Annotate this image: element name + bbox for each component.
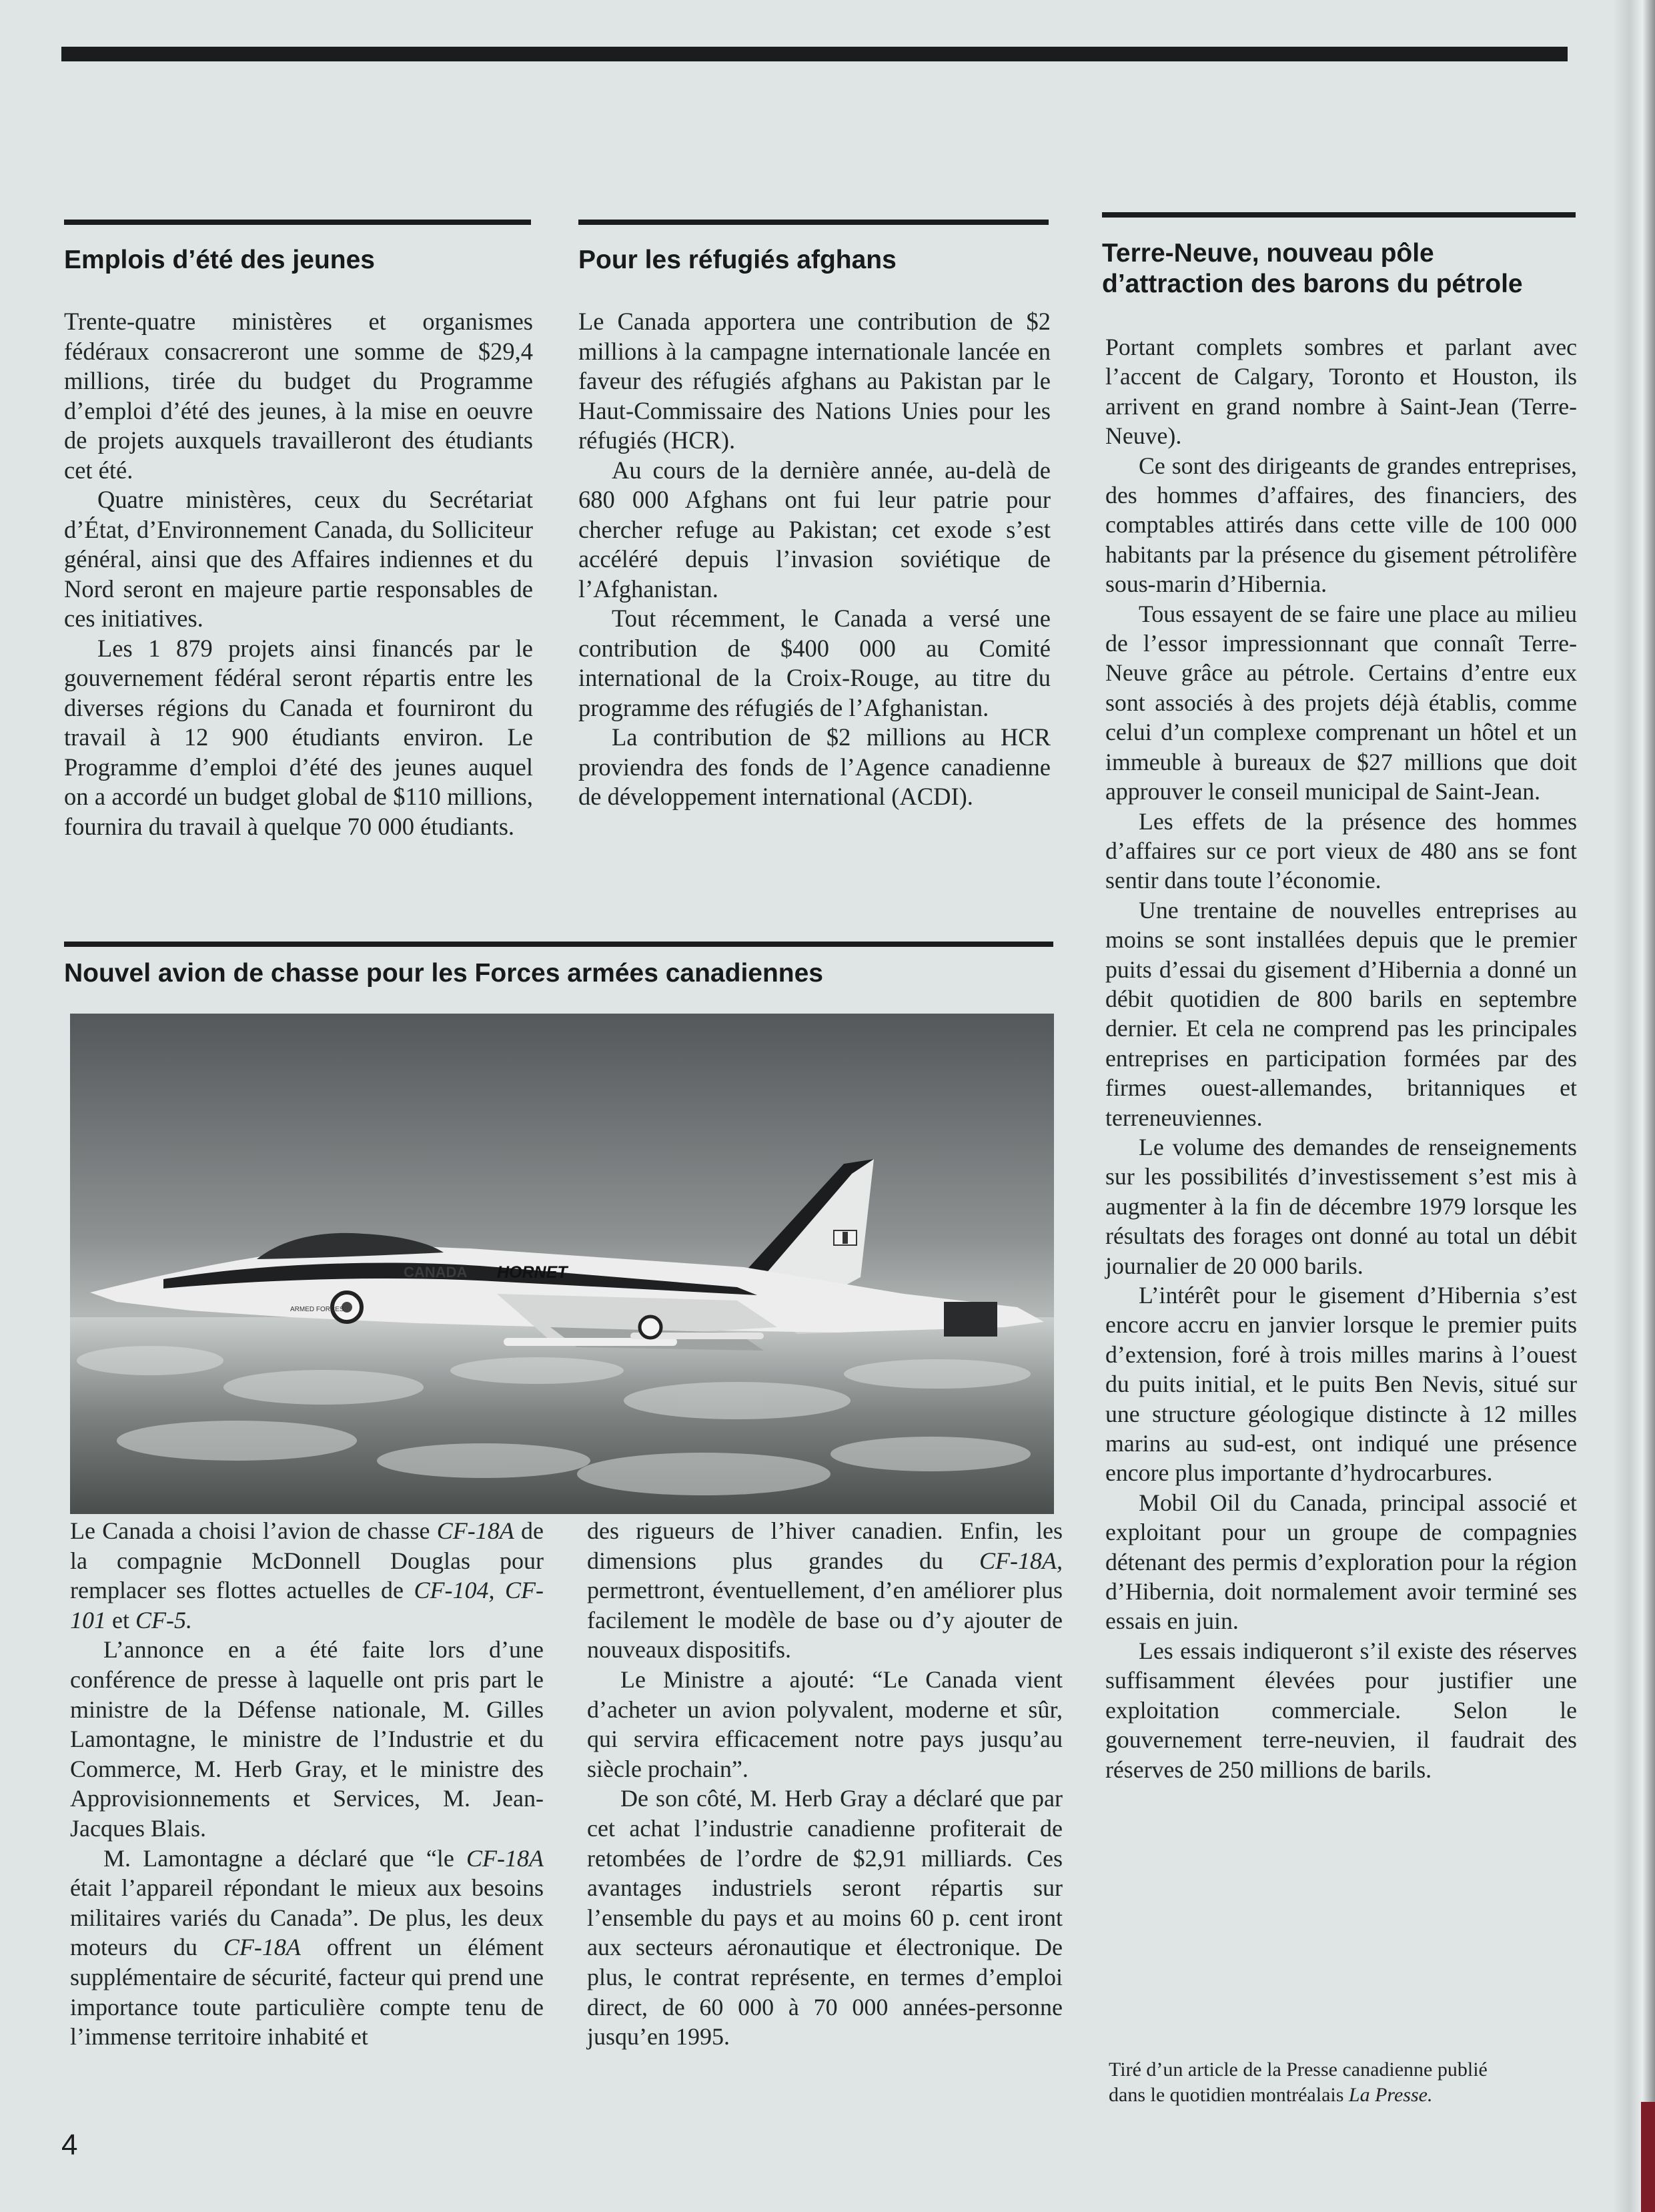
jet-title: Nouvel avion de chasse pour les Forces armées canadiennes bbox=[64, 959, 823, 988]
col3-paragraph-9: Les essais indiqueront s’il existe des réserves suffisamment élevées pour justifier une exploitation commerciale. Selon le gouvernement terre-neuvien, il faudrait des réserves de 250 millions de barils. bbox=[1105, 1637, 1577, 1783]
jet-left-paragraph-1: Le Canada a choisi l’avion de chasse CF-18A de la compagnie McDonnell Douglas pour remplacer ses flottes actuelles de CF-104, CF-101 et CF-5. bbox=[70, 1517, 544, 1633]
col2-title: Pour les réfugiés afghans bbox=[578, 246, 897, 274]
jet-left-paragraph-2: L’annonce en a été faite lors d’une conférence de presse à laquelle ont pris part le ministre de la Défense nationale, M. Gilles Lamontagne, le ministre de l’Industrie et du Commerce, M. Herb Gray, et le ministre des Approvisionnements et Services, M. Jean-Jacques Blais. bbox=[70, 1636, 544, 1842]
jet-left-paragraph-3: M. Lamontagne a déclaré que “le CF-18A était l’appareil répondant le mieux aux besoins militaires variés du Canada”. De plus, les deux moteurs du CF-18A offrent un élément supplémentaire de sécurité, facteur qui prend une importance toute particulière compte tenu de l’immense territoire inhabité et bbox=[70, 1844, 544, 2051]
fighter-jet-photo bbox=[70, 1014, 1054, 1514]
source-publication: La Presse. bbox=[1348, 2084, 1433, 2106]
jet-left-col bbox=[70, 1516, 544, 2052]
jet-rule bbox=[64, 942, 1053, 947]
col3-title: Terre-Neuve, nouveau pôle d’attraction des barons du pétrole bbox=[1102, 239, 1523, 298]
col3-paragraph-6: Le volume des demandes de renseignements sur les possibilités d’investissement s’est mis à augmenter à la fin de décembre 1979 lorsque les résultats des forages ont donné au total un débit journalier de 20 000 barils. bbox=[1105, 1133, 1577, 1279]
col1-body bbox=[64, 307, 533, 841]
col2-paragraph-1: Le Canada apportera une contribution de $2 millions à la campagne internationale lancée en faveur des réfugiés afghans au Pakistan par le Haut-Commissaire des Nations Unies pour les réfugiés (HCR). bbox=[578, 308, 1051, 454]
jet-right-paragraph-3: De son côté, M. Herb Gray a déclaré que par cet achat l’industrie canadienne profiterait de retombées de l’ordre de $2,91 milliards. Ces avantages industriels seront répartis sur l’ensemble du pays et au moins 60 p. cent iront aux secteurs aéronautique et électronique. De plus, le contrat représente, en termes d’emploi direct, de 60 000 à 70 000 années-personne jusqu’en 1995. bbox=[587, 1785, 1063, 2051]
jet-label-hornet: HORNET bbox=[497, 1263, 568, 1282]
col3-paragraph-5: Une trentaine de nouvelles entreprises au moins se sont installées depuis que le premier puits d’essai du gisement d’Hibernia a donné un débit quotidien de 800 barils en septembre dernier. Et cela ne comprend pas les principales entreprises en participation formées par des firmes ouest-allemandes, britanniques et terreneuviennes. bbox=[1105, 896, 1577, 1131]
source-text: Tiré d’un article de la Presse canadienne publié dans le quotidien montréalais bbox=[1109, 2059, 1488, 2106]
col1-paragraph-2: Quatre ministères, ceux du Secrétariat d’État, d’Environnement Canada, du Solliciteur général, ainsi que des Affaires indiennes et du Nord seront en majeure partie responsables de ces initiatives. bbox=[64, 486, 533, 632]
col3-paragraph-1: Portant complets sombres et parlant avec l’accent de Calgary, Toronto et Houston, ils arrivent en grand nombre à Saint-Jean (Terre-Neuve). bbox=[1105, 334, 1577, 450]
col2-rule bbox=[578, 220, 1049, 225]
top-rule bbox=[61, 47, 1568, 61]
col2-body bbox=[578, 307, 1051, 812]
col1-rule bbox=[64, 220, 531, 225]
jet-right-paragraph-1: des rigueurs de l’hiver canadien. Enfin, les dimensions plus grandes du CF-18A, permettront, éventuellement, d’en améliorer plus facilement le modèle de base ou d’y ajouter de nouveaux dispositifs. bbox=[587, 1517, 1063, 1664]
jet-label-canada: CANADA bbox=[404, 1264, 468, 1280]
page-edge bbox=[1613, 0, 1655, 2212]
col1-title: Emplois d’été des jeunes bbox=[64, 246, 375, 274]
jet-right-paragraph-2: Le Ministre a ajouté: “Le Canada vient d’acheter un avion polyvalent, moderne et sûr, qui servira efficacement notre pays jusqu’au siècle prochain”. bbox=[587, 1666, 1063, 1782]
col3-paragraph-4: Les effets de la présence des hommes d’affaires sur ce port vieux de 480 ans se font sentir dans toute l’économie. bbox=[1105, 807, 1577, 894]
col3-paragraph-7: L’intérêt pour le gisement d’Hibernia s’est encore accru en janvier lorsque le premier puits d’extension, foré à trois milles marins à l’ouest du puits initial, et le puits Ben Nevis, situé sur une structure géologique distincte à 12 milles marins au sud-est, ont indiqué une présence encore plus importante d’hydrocarbures. bbox=[1105, 1282, 1577, 1487]
col3-rule bbox=[1102, 212, 1576, 218]
col2-paragraph-2: Au cours de la dernière année, au-delà de 680 000 Afghans ont fui leur patrie pour chercher refuge au Pakistan; cet exode s’est accéléré depuis l’invasion soviétique de l’Afghanistan. bbox=[578, 456, 1051, 603]
col3-paragraph-2: Ce sont des dirigeants de grandes entreprises, des hommes d’affaires, des financiers, des comptables attirés dans cette ville de 100 000 habitants par la présence du gisement pétrolifère sous-marin d’Hibernia. bbox=[1105, 452, 1577, 598]
col1-paragraph-1: Trente-quatre ministères et organismes fédéraux consacreront une somme de $29,4 millions, tirée du budget du Programme d’emploi d’été des jeunes, à la mise en oeuvre de projets auxquels travailleront des étudiants cet été. bbox=[64, 308, 533, 484]
col2-paragraph-3: Tout récemment, le Canada a versé une contribution de $400 000 au Comité international de la Croix-Rouge, au titre du programme des réfugiés de l’Afghanistan. bbox=[578, 605, 1051, 721]
jet-right-col bbox=[587, 1516, 1063, 2052]
col3-body bbox=[1105, 332, 1577, 1784]
jet-label-roundel: ARMED FORCES bbox=[290, 1306, 344, 1313]
col3-paragraph-3: Tous essayent de se faire une place au milieu de l’essor impressionnant que connaît Terre-Neuve grâce au pétrole. Certains d’entre eux sont associés à des projets déjà établis, comme celui d’un complexe comprenant un hôtel et un immeuble à bureaux de $27 millions que doit approuver le conseil municipal de Saint-Jean. bbox=[1105, 600, 1577, 805]
col3-paragraph-8: Mobil Oil du Canada, principal associé et exploitant pour un groupe de compagnies détenant des permis d’exploration pour la région d’Hibernia, doit normalement avoir terminé ses essais en juin. bbox=[1105, 1489, 1577, 1635]
jet-illustration bbox=[70, 1014, 1054, 1514]
col1-paragraph-3: Les 1 879 projets ainsi financés par le gouvernement fédéral seront répartis entre les diverses régions du Canada et fourniront du travail à 12 900 étudiants environ. Le Programme d’emploi d’été des jeunes auquel on a accordé un budget global de $110 millions, fournira du travail à quelque 70 000 étudiants. bbox=[64, 634, 533, 840]
col2-paragraph-4: La contribution de $2 millions au HCR proviendra des fonds de l’Agence canadienne de développement international (ACDI). bbox=[578, 723, 1051, 810]
article-source bbox=[1109, 2057, 1509, 2108]
page-edge-tab bbox=[1641, 2102, 1655, 2212]
page-number: 4 bbox=[61, 2129, 78, 2161]
